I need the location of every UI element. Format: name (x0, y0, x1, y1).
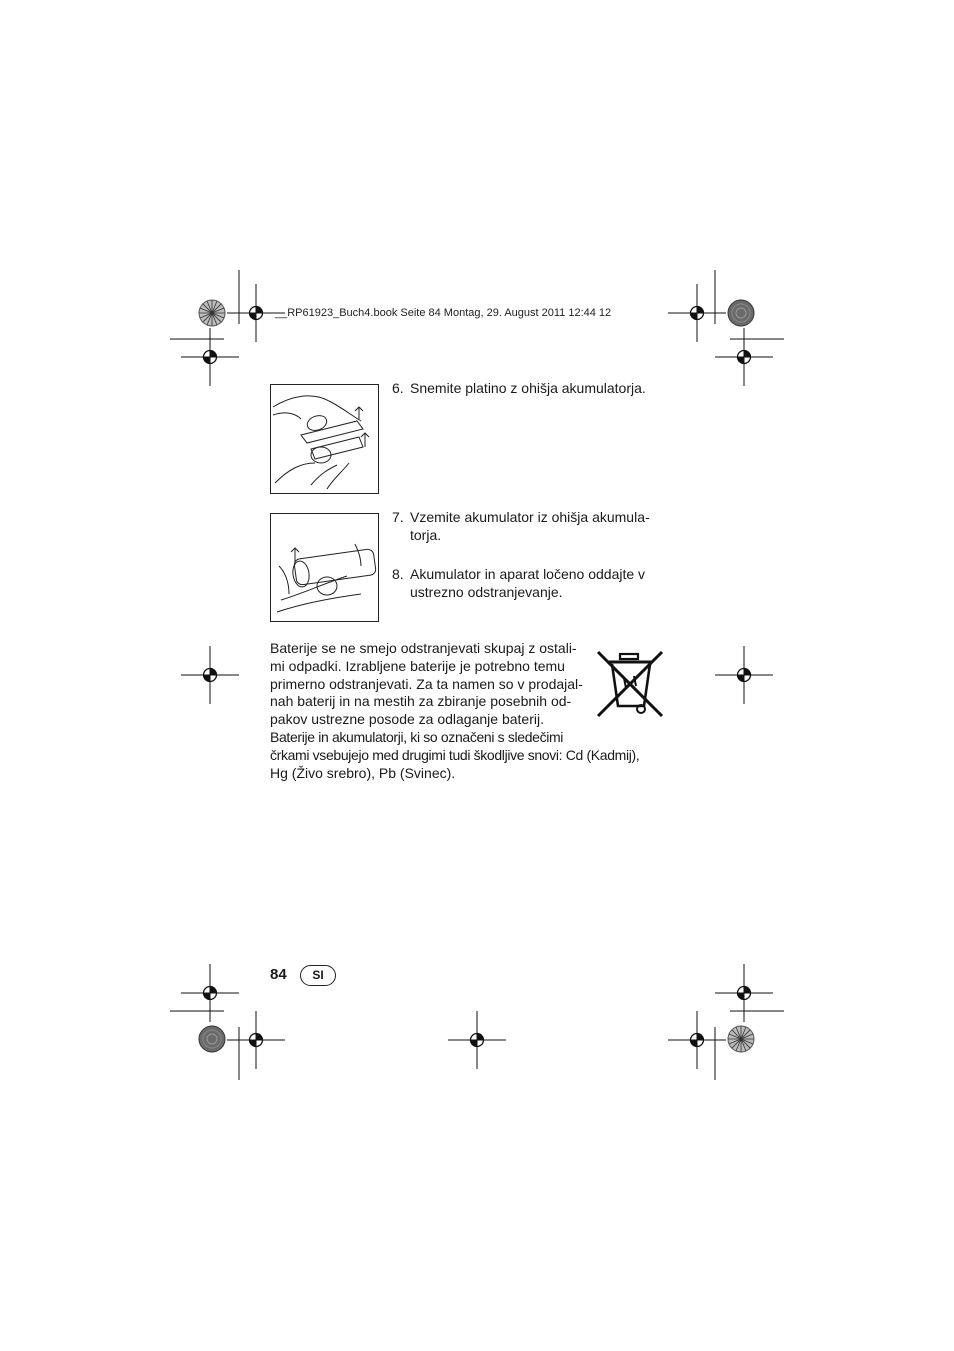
paragraph-line: črkami vsebujejo med drugimi tudi škodljive snovi: Cd (Kadmij), (270, 746, 640, 763)
step-8 (392, 565, 662, 605)
registration-mark-icon (668, 284, 726, 342)
registration-mark-icon (181, 328, 239, 386)
hands-holding-battery-case-icon (271, 385, 378, 493)
color-calibration-circle-icon (728, 1026, 754, 1052)
illustration-remove-battery (270, 513, 379, 622)
registration-mark-icon (715, 964, 773, 1022)
registration-mark-icon (448, 1011, 506, 1069)
illustration-remove-board (270, 384, 379, 494)
paragraph-line: Hg (Živo srebro), Pb (Svinec). (270, 764, 456, 781)
registration-mark-icon (181, 964, 239, 1022)
color-calibration-circle-icon (199, 300, 225, 326)
step-text: Snemite platino z ohišja akumulatorja. (410, 380, 646, 396)
language-badge: SI (300, 965, 336, 986)
paragraph-line: Baterije in akumulatorji, ki so označeni s sledečimi (270, 728, 564, 745)
paragraph-line: mi odpadki. Izrabljene baterije je potrebno temu (270, 657, 565, 674)
step-text: Akumulator in aparat ločeno oddajte v ustrezno odstranjevanje. (410, 566, 646, 600)
color-calibration-circle-icon (199, 1026, 225, 1052)
page-number: 84 (270, 966, 287, 983)
hand-pulling-battery-icon (271, 514, 378, 621)
step-number: 7. (392, 509, 404, 525)
crossed-out-wheelie-bin-icon (594, 648, 666, 720)
color-calibration-circle-icon (728, 300, 754, 326)
paragraph-line: pakov ustrezne posode za odlaganje baterij. (270, 711, 544, 728)
paragraph-line: primerno odstranjevati. Za ta namen so v prodajal- (270, 675, 583, 692)
registration-mark-icon (181, 646, 239, 704)
registration-mark-icon (668, 1011, 726, 1069)
step-6 (392, 379, 662, 419)
step-number: 8. (392, 566, 404, 582)
step-text: Vzemite akumulator iz ohišja akumula-torja. (410, 509, 650, 543)
registration-mark-icon (715, 328, 773, 386)
print-header-info: __RP61923_Buch4.book Seite 84 Montag, 29. August 2011 12:44 12 (275, 307, 612, 319)
registration-mark-icon (227, 1011, 285, 1069)
step-number: 6. (392, 380, 404, 396)
paragraph-line: Baterije se ne smejo odstranjevati skupaj z ostali- (270, 640, 577, 656)
paragraph-line: nah baterij in na mestih za zbiranje posebnih od- (270, 693, 572, 710)
registration-mark-icon (715, 646, 773, 704)
step-7 (392, 508, 662, 548)
